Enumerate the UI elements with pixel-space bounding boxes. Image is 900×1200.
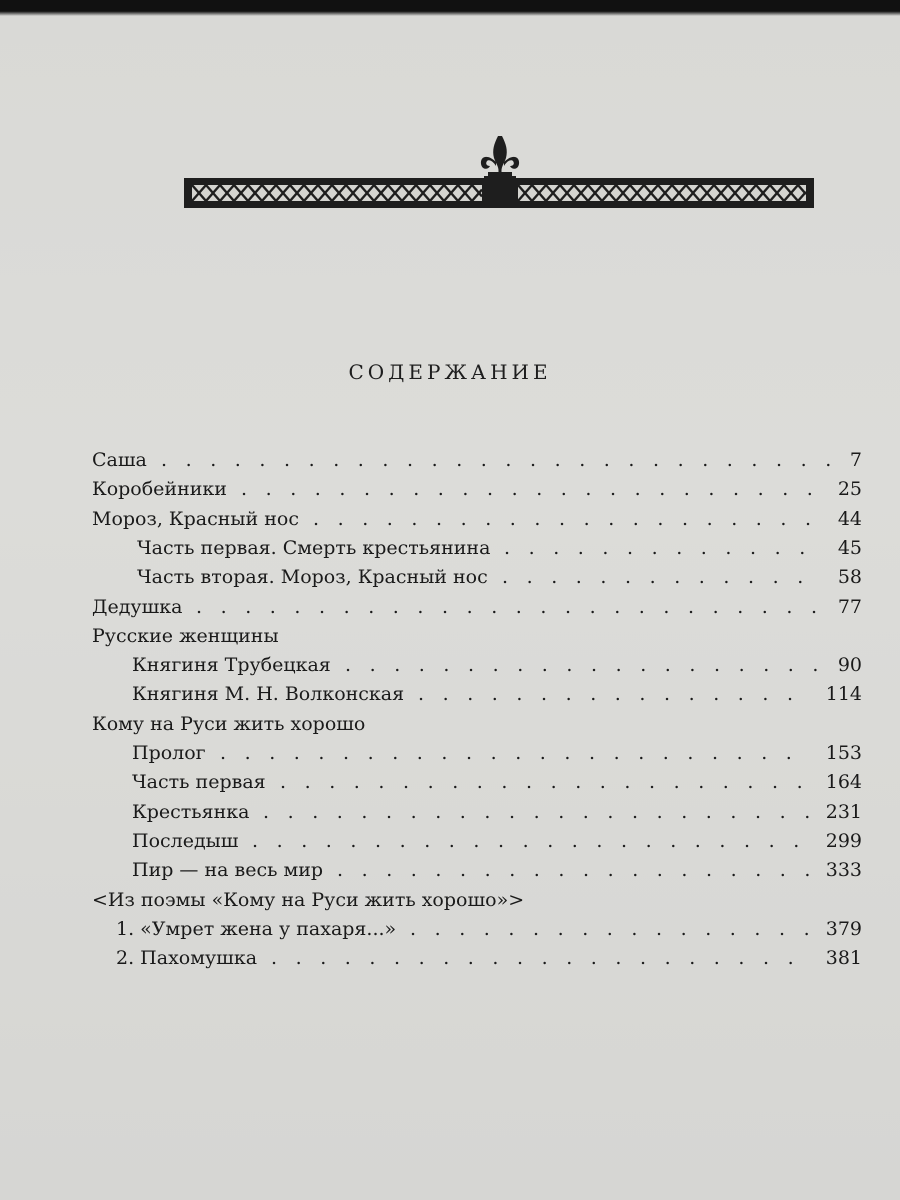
toc-entry [92,621,862,651]
toc-entry-title: Саша [92,449,147,471]
toc-entry-title: Княгиня Трубецкая [132,654,331,677]
toc-page-number: 44 [837,507,862,530]
toc-page-number: 231 [825,800,862,823]
toc-entry [92,474,862,504]
page-title: СОДЕРЖАНИЕ [348,360,552,384]
toc-entry [132,797,862,827]
toc-leader-dots: . . . . . . . . . . . . . . . . . . . . [345,654,819,677]
toc-leader-dots: . . . . . . . . . . . . . . . . . . . . . . . . . . [196,595,818,618]
toc-page-number: 58 [837,566,862,589]
toc-entry [132,650,862,680]
toc-entry [132,855,862,885]
toc-leader-dots: . . . . . . . . . . . . . [502,566,804,589]
toc-page-number: 90 [837,654,862,677]
toc-leader-dots: . . . . . . . . . . . . . . . . . . . . . . . [263,800,811,823]
toc-entry [116,914,862,944]
toc-page-number: 333 [825,859,862,882]
toc-entry [92,445,862,475]
toc-entry [92,504,862,534]
toc-entry-title: Кому на Руси жить хорошо [92,712,366,735]
toc-entry [132,767,862,797]
toc-leader-dots: . . . . . . . . . . . . . . . . . . . . . [313,507,812,530]
toc-page-number: 164 [825,771,862,794]
toc-entry [137,533,862,563]
toc-page-number: 379 [825,917,862,940]
toc-entry-title: <Из поэмы «Кому на Руси жить хорошо»> [92,888,525,911]
toc-leader-dots: . . . . . . . . . . . . . [504,536,806,559]
toc-leader-dots: . . . . . . . . . . . . . . . . . . . . . . [280,771,803,794]
toc-entry-title: Часть первая [132,771,266,794]
toc-entry [92,885,862,915]
decorative-ornament-icon [184,132,814,212]
toc-entry-title: Пролог [132,742,206,764]
toc-entry-title: Мороз, Красный нос [92,507,300,530]
toc-page-number: 45 [837,536,862,559]
toc-leader-dots: . . . . . . . . . . . . . . . . . . . . . . . . . . . . [161,449,832,471]
toc-entry-title: Княгиня М. Н. Волконская [132,683,405,706]
toc-entry [92,709,862,739]
toc-entry-title: 2. Пахомушка [116,947,258,970]
toc-leader-dots: . . . . . . . . . . . . . . . . . [410,917,810,940]
toc-entry-title: Крестьянка [132,800,250,823]
toc-page-number: 114 [825,683,862,706]
toc-page-number: 25 [837,478,862,501]
toc-entry-title: Коробейники [92,478,227,501]
toc-leader-dots: . . . . . . . . . . . . . . . . . . . . . . . [252,829,800,852]
toc-page-number: 381 [825,947,862,970]
toc-entry-title: Часть первая. Смерть крестьянина [137,536,491,559]
toc-entry [137,562,862,592]
toc-entry [92,592,862,622]
toc-page-number: 7 [849,449,862,471]
toc-entry-title: 1. «Умрет жена у пахаря...» [116,917,397,940]
page-top-shadow [0,0,900,16]
toc-entry [132,679,862,709]
toc-leader-dots: . . . . . . . . . . . . . . . . . . . . . . . . [241,478,813,501]
toc-leader-dots: . . . . . . . . . . . . . . . . [418,683,794,706]
toc-entry-title: Часть вторая. Мороз, Красный нос [137,566,488,589]
toc-entry-title: Последыш [132,829,239,852]
toc-entry [116,943,862,973]
toc-entry [132,738,862,768]
toc-page-number: 77 [837,595,862,618]
toc-leader-dots: . . . . . . . . . . . . . . . . . . . . . . . . [220,742,792,764]
toc-entry-title: Пир — на весь мир [132,859,324,882]
toc-leader-dots: . . . . . . . . . . . . . . . . . . . . . . [271,947,794,970]
toc-entry [132,826,862,856]
toc-entry-title: Русские женщины [92,624,279,647]
toc-leader-dots: . . . . . . . . . . . . . . . . . . . . [337,859,811,882]
toc-page-number: 299 [825,829,862,852]
toc-page-number: 153 [825,742,862,764]
toc-entry-title: Дедушка [92,595,183,618]
